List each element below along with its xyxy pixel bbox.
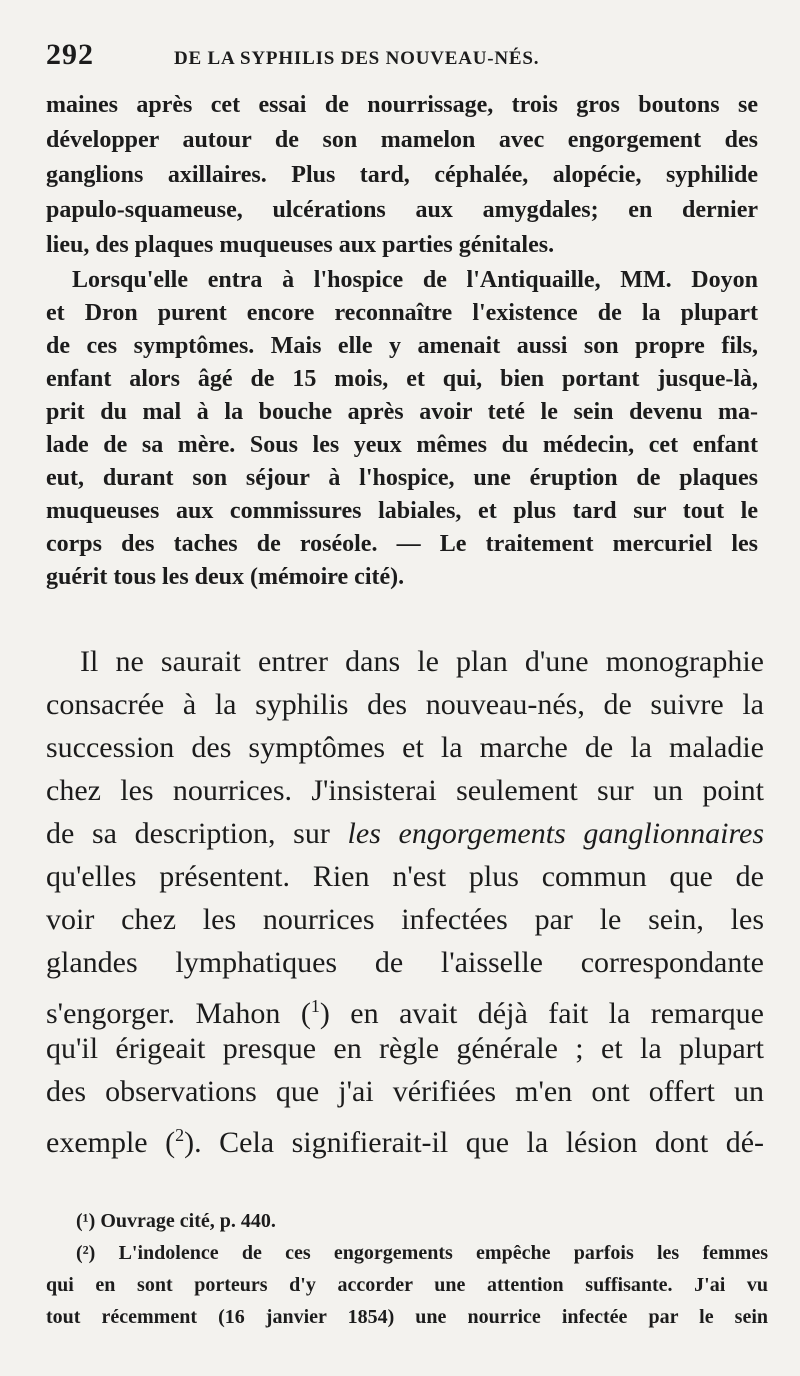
text-line: qu'il érigeait presque en règle générale ; et la plupart (46, 1032, 764, 1065)
text-run: ). Cela signifierait-il que la lésion dont dé- (184, 1126, 765, 1159)
text-run: s'engorger. Mahon ( (46, 997, 311, 1030)
text-line (46, 812, 764, 856)
text-line: papulo-squameuse, ulcérations aux amygdales; en dernier (46, 197, 758, 223)
text-line: consacrée à la syphilis des nouveau-nés, de suivre la (46, 688, 764, 721)
text-line: voir chez les nourrices infectées par le sein, les (46, 903, 764, 936)
text-line: qu'elles présentent. Rien n'est plus commun que de (46, 860, 764, 893)
text-line: muqueuses aux commissures labiales, et plus tard sur tout le (46, 498, 758, 524)
text-line: guérit tous les deux (mémoire cité). (46, 564, 405, 590)
footnote-ref: 1 (310, 996, 320, 1016)
footnote-text: Ouvrage cité, p. 440. (100, 1210, 276, 1232)
text-line: enfant alors âgé de 15 mois, et qui, bien portant jusque-là, (46, 366, 758, 392)
text-line: maines après cet essai de nourrissage, trois gros boutons se (46, 92, 758, 118)
footnote-mark: (¹) (76, 1210, 96, 1232)
text-line: ganglions axillaires. Plus tard, céphalée, alopécie, syphilide (46, 162, 758, 188)
text-line: et Dron purent encore reconnaître l'existence de la plupart (46, 300, 758, 326)
text-line: de ces symptômes. Mais elle y amenait aussi son propre fils, (46, 333, 758, 359)
running-title: DE LA SYPHILIS DES NOUVEAU-NÉS. (174, 48, 540, 69)
text-line: lade de sa mère. Sous les yeux mêmes du médecin, cet enfant (46, 432, 758, 458)
text-line: lieu, des plaques muqueuses aux parties génitales. (46, 232, 555, 258)
text-line: eut, durant son séjour à l'hospice, une éruption de plaques (46, 465, 758, 491)
text-line: développer autour de son mamelon avec engorgement des (46, 127, 758, 153)
footnote-mark: (²) (76, 1242, 96, 1264)
text-line: chez les nourrices. J'insisterai seulement sur un point (46, 774, 764, 807)
text-line: succession des symptômes et la marche de la maladie (46, 731, 764, 764)
footnote-1 (76, 1206, 276, 1236)
footnote-text: qui en sont porteurs d'y accorder une attention suffisante. J'ai vu (46, 1274, 768, 1296)
footnote-text: tout récemment (16 janvier 1854) une nourrice infectée par le sein (46, 1306, 768, 1328)
footnote-text: L'indolence de ces engorgements empêche parfois les femmes (118, 1242, 768, 1264)
italic-phrase: les engorgements ganglionnaires (347, 817, 764, 850)
page-header (46, 38, 766, 78)
footnote-2 (76, 1238, 768, 1268)
text-line: des observations que j'ai vérifiées m'en ont offert un (46, 1075, 764, 1108)
page-number: 292 (46, 38, 94, 71)
footnote-ref: 2 (175, 1125, 185, 1145)
text-line: Lorsqu'elle entra à l'hospice de l'Antiquaille, MM. Doyon (72, 267, 758, 293)
text-line: glandes lymphatiques de l'aisselle correspondante (46, 946, 764, 979)
text-run: ) en avait déjà fait la remarque (319, 997, 764, 1030)
text-run: de sa description, sur (46, 817, 348, 850)
text-line (46, 1113, 764, 1157)
text-run: exemple ( (46, 1126, 176, 1159)
text-line (46, 984, 764, 1028)
text-line: prit du mal à la bouche après avoir teté le sein devenu ma- (46, 399, 758, 425)
text-line: corps des taches de roséole. — Le traitement mercuriel les (46, 531, 758, 557)
text-line: Il ne saurait entrer dans le plan d'une monographie (80, 645, 764, 678)
